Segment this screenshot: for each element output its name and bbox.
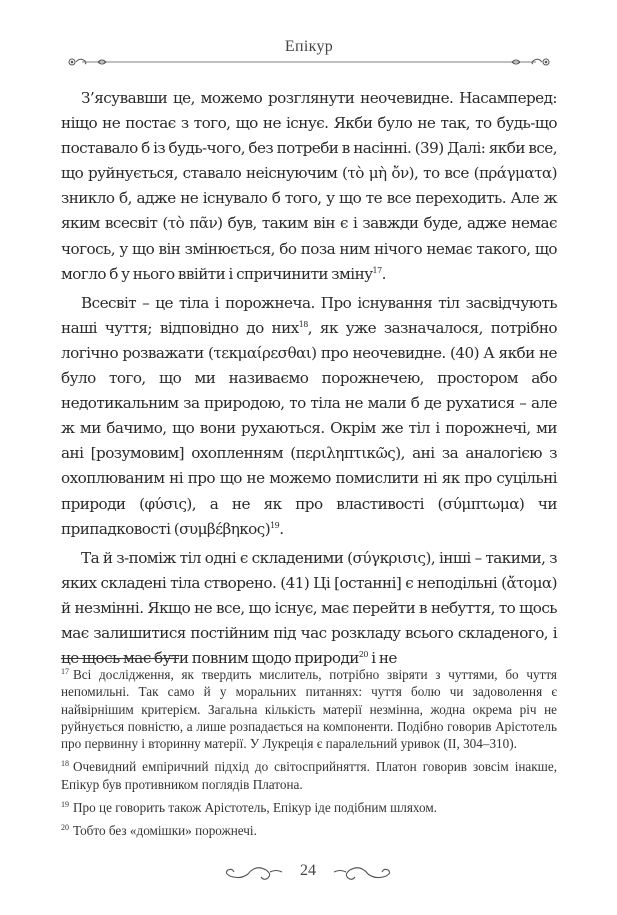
- footnote-number: 20: [61, 822, 69, 832]
- footnote: [61, 758, 557, 793]
- footnote-ref: 19: [270, 520, 280, 530]
- footnote: [61, 822, 557, 839]
- folio: [208, 858, 408, 886]
- footnote-ref: 17: [372, 265, 382, 275]
- footnote-number: 19: [61, 799, 69, 809]
- paragraph: З’ясувавши це, можемо розглянути неочевидне. Насамперед: ніщо не постає з того, що не існує. Якби було не так, то будь-що поставало б із будь-чого, без потреби в насінні. (39) Далі: якби все, що руйнується, ставало неіснуючим (τὸ μὴ ὄν), то все (πράγματα) зникло б, адже не існувало б того, у що те все переходить. Але ж яким всесвіт (τὸ πᾶν) був, таким він є і завжди буде, адже немає чогось, у що він змінюється, бо поза ним нічого немає такого, що могло б у нього ввійти і спричинити зміну$^{17}$.: [61, 89, 557, 283]
- footnotes: [61, 666, 557, 846]
- main-text: [61, 86, 557, 671]
- running-header: [62, 38, 556, 70]
- footnote-number: 18: [61, 759, 69, 769]
- header-rule-ornament-icon: [62, 54, 556, 70]
- footnote: [61, 666, 557, 752]
- page-number: 24: [300, 862, 316, 879]
- running-title: Епікур: [284, 38, 334, 55]
- footnote: [61, 799, 557, 816]
- footnote-number: 17: [61, 666, 69, 676]
- footnote-text: Всі дослідження, як твердить мислитель, потрібно звіряти з чуттями, бо чуття непомильні. Так само й у моральних питаннях: чуття болю чи задоволення є найвірнішим критерієм. Загальна кількість матерії незмінна, жодна окрема річ не руйнується повністю, а лише розпадається на компоненти. Подібно говорив Арістотель про первинну і вторинну матерії. У Лукреція є паралельний уривок (II, 304–310).: [61, 667, 557, 752]
- paragraph: Всесвіт – це тіла і порожнеча. Про існування тіл засвідчують наші чуття; відповідно до них$^{18}$, як уже зазначалося, потрібно логічно розважати (τεκμαίρεσθαι) про неочевидне. (40) А якби не було того, що ми називаємо порожнечею, простором або недотикальним за природою, то тіла не мали б де рухатися – але ж ми бачимо, що вони рухаються. Окрім же тіл і порожнечі, ми ані [розумовим] охопленням (περιληπτικῶς), ані за аналогією з охоплюваним ні про що не можемо помислити ні як про суцільні природи (φύσις), а не як про властивості (σύμπτωμα) чи припадковості $(\sigma\upsilon\mu\beta έ\beta\eta\kappa o\varsigma)^{19}$.: [61, 293, 557, 538]
- footnote-text: Про це говорить також Арістотель, Епікур іде подібним шляхом.: [73, 800, 437, 816]
- footnote-text: Очевидний емпіричний підхід до світосприйняття. Платон говорив зовсім інакше, Епікур був противником поглядів Платона.: [61, 759, 557, 792]
- footnote-divider: [61, 658, 179, 659]
- footnote-ref: 18: [298, 319, 308, 329]
- footnote-text: Тобто без «домішки» порожнечі.: [73, 823, 257, 839]
- footnote-ref: 20: [358, 650, 368, 659]
- paragraph: Та й з-поміж тіл одні є складеними (σύγκρισις), інші – такими, з яких складені тіла створено. (41) Ці [останні] є неподільні (ἄτομα) й незмінні. Якщо не все, що існує, має перейти в небуття, то щось має залишитися постійним під час розкладу всього складеного, і це щось має бути повним щодо природи$^{20}$ і не: [61, 548, 557, 668]
